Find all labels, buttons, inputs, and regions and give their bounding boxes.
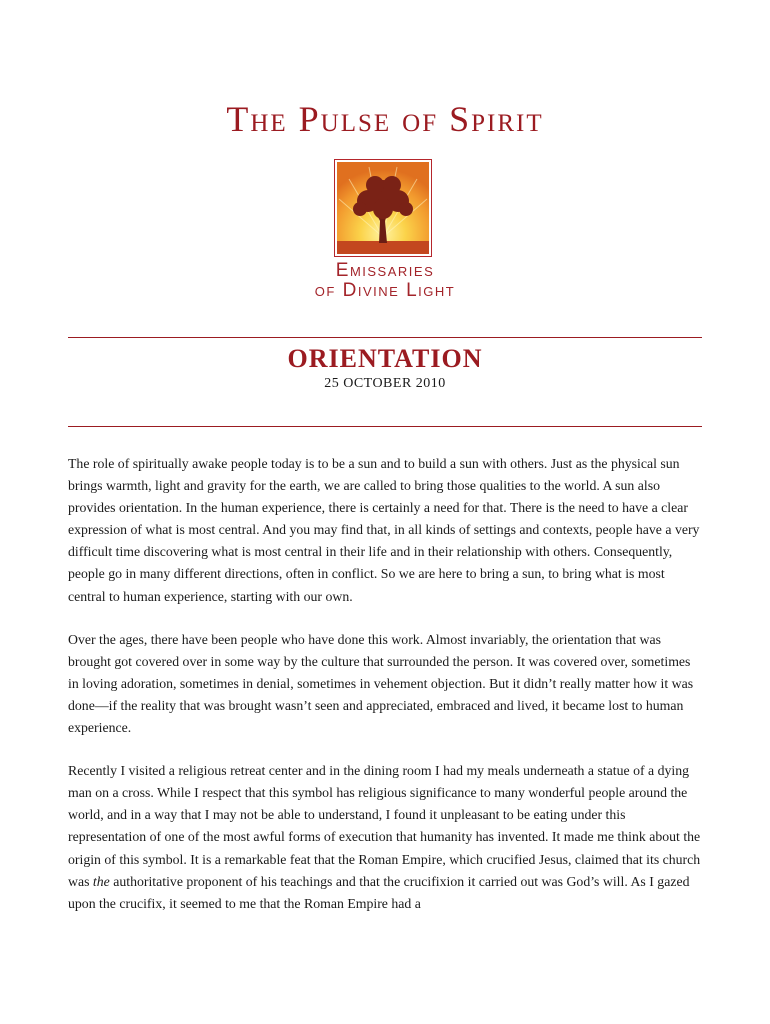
tree-sun-logo-icon [334, 159, 432, 257]
document-title: The Pulse of Spirit [226, 99, 544, 139]
brand-name-line2: of Divine Light [314, 280, 456, 301]
divider-bottom [68, 426, 702, 427]
divider-top [68, 337, 702, 338]
paragraph: Over the ages, there have been people who have done this work. Almost invariably, the orientation that was brought got covered over in some way by the culture that surrounded the person. It was covered over, sometimes in loving adoration, sometimes in denial, sometimes in vehement objection. But it didn’t really matter how it was done—if the reality that was brought wasn’t seen and appreciated, embraced and lived, it became lost to human experience. [68, 631, 694, 736]
section-date: 25 OCTOBER 2010 [324, 376, 446, 391]
paragraph: The role of spiritually awake people today is to be a sun and to build a sun with others. Just as the physical sun brings warmth, light and gravity for the earth, we are called to bring those qualities to the world. A sun also provides orientation. In the human experience, there is certainly a need for that. There is the need to have a clear expression of what is most central. And you may find that, in all kinds of settings and contexts, people have a very difficult time discovering what is most central in their life and in their relationship with others. Consequently, people go in many different directions, often in conflict. So we are here to bring a sun, to bring what is most central to human experience, starting with our own. [68, 456, 700, 604]
paragraph [68, 760, 702, 915]
section-heading: ORIENTATION [287, 344, 483, 373]
paragraph-text: Recently I visited a religious retreat center and in the dining room I had my meals underneath a statue of a dying man on a cross. While I respect that this symbol has religious significance to many wonderful people around the world, and in a way that I may not be able to understand, I found it unpleasant to be eating under this representation of one of the most awful forms of execution that humanity has invented. It made me think about the origin of this symbol. It is a remarkable feat that the Roman Empire, which crucified Jesus, claimed that its church was [68, 763, 701, 889]
body-text [68, 453, 702, 936]
brand-name-line1: Emissaries [335, 260, 435, 281]
emphasis-text: the [92, 873, 110, 889]
paragraph-text: authoritative proponent of his teachings and that the crucifixion it carried out was God’s will. As I gazed upon the crucifix, it seemed to me that the Roman Empire had a [68, 873, 690, 911]
